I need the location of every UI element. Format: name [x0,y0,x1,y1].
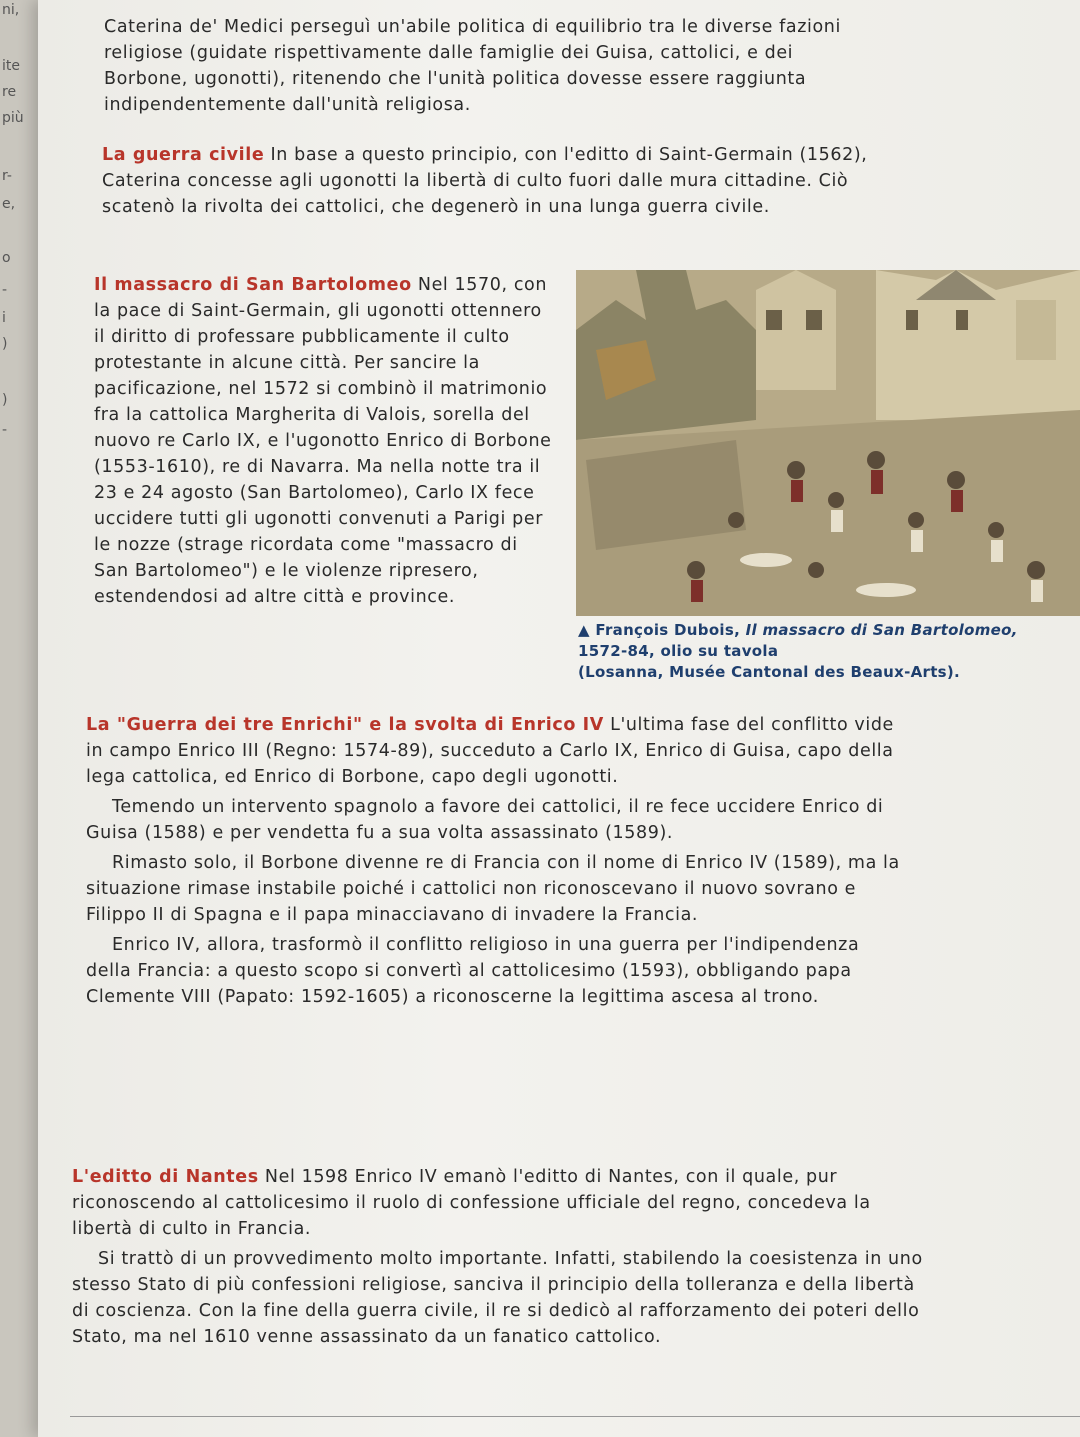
intro-paragraph [104,14,874,118]
margin-note: i [2,310,6,326]
margin-note: e, [2,196,16,212]
margin-note: - [2,282,8,298]
section-paragraph: Rimasto solo, il Borbone divenne re di Francia con il nome di Enrico IV (1589), ma la situazione rimase instabile poiché i cattolici non riconoscevano il nuovo sovrano e Filippo II di Spagna e il papa minacciavano di invadere la Francia. [86,853,900,925]
margin-note: ni, [2,2,20,18]
section-paragraph: Temendo un intervento spagnolo a favore dei cattolici, il re fece uccidere Enrico di Guisa (1588) e per vendetta fu a sua volta assassinato (1589). [86,797,884,843]
section-guerra-civile [102,142,874,220]
caption-title: Il massacro di San Bartolomeo, [745,621,1018,639]
caption-author: François Dubois, [595,621,741,639]
margin-note: r- [2,168,12,184]
bottom-divider [70,1416,1080,1417]
section-heading: La guerra civile [102,145,265,165]
margin-note: ) [2,336,8,352]
section-heading: La "Guerra dei tre Enrichi" e la svolta di Enrico IV [86,715,604,735]
intro-text: Caterina de' Medici perseguì un'abile politica di equilibrio tra le diverse fazioni religiose (guidate rispettivamente dalle famiglie dei Guisa, cattolici, e dei Borbone, ugonotti), ritenendo che l'unità politica dovesse essere raggiunta indipendentemente dall'unità religiosa. [104,17,841,115]
margin-note: - [2,422,8,438]
section-editto-nantes [72,1164,932,1350]
section-text: Nel 1570, con la pace di Saint-Germain, gli ugonotti ottennero il diritto di professare pubblicamente il culto protestante in alcune città. Per sancire la pacificazione, nel 1572 si combinò il matrimonio fra la cattolica Margherita di Valois, sorella del nuovo re Carlo IX, e l'ugonotto Enrico di Borbone (1553-1610), re di Navarra. Ma nella notte tra il 23 e 24 agosto (San Bartolomeo), Carlo IX fece uccidere tutti gli ugonotti convenuti a Parigi per le nozze (strage ricordata come "massacro di San Bartolomeo") e le violenze ripresero, estendendosi ad altre città e province. [94,275,552,607]
section-san-bartolomeo [94,272,556,610]
margin-note: ) [2,392,8,408]
margin-note: o [2,250,11,266]
section-text: Nel 1598 Enrico IV emanò l'editto di Nantes, con il quale, pur riconoscendo al cattolicesimo il ruolo di confessione ufficiale del regno, concedeva la libertà di culto in Francia. [72,1167,871,1239]
section-heading: L'editto di Nantes [72,1167,259,1187]
section-text: L'ultima fase del conflitto vide in campo Enrico III (Regno: 1574-89), succeduto a Carlo IX, Enrico di Guisa, capo della lega cattolica, ed Enrico di Borbone, capo degli ugonotti. [86,715,894,787]
painting-massacre-illustration [576,270,1080,616]
margin-note: ite [2,58,20,74]
margin-note: re [2,84,17,100]
painting-caption [578,620,1038,683]
section-tre-enrichi [86,712,908,1010]
section-text: In base a questo principio, con l'editto di Saint-Germain (1562), Caterina concesse agli ugonotti la libertà di culto fuori dalle mura cittadine. Ciò scatenò la rivolta dei cattolici, che degenerò in una lunga guerra civile. [102,145,868,217]
painting-image [576,270,1080,616]
section-heading: Il massacro di San Bartolomeo [94,275,412,295]
section-paragraph: Enrico IV, allora, trasformò il conflitto religioso in una guerra per l'indipendenza della Francia: a questo scopo si convertì al cattolicesimo (1593), obbligando papa Clemente VIII (Papato: 1592-1605) a riconoscerne la legittima ascesa al trono. [86,935,860,1007]
section-paragraph: Si trattò di un provvedimento molto importante. Infatti, stabilendo la coesistenza in uno stesso Stato di più confessioni religiose, sanciva il principio della tolleranza e della libertà di coscienza. Con la fine della guerra civile, il re si dedicò al rafforzamento dei poteri dello Stato, ma nel 1610 venne assassinato da un fanatico cattolico. [72,1249,923,1347]
caption-details: 1572-84, olio su tavola [578,642,779,660]
triangle-icon: ▲ [578,621,590,639]
caption-location: (Losanna, Musée Cantonal des Beaux-Arts). [578,663,961,681]
left-margin-notes [0,0,38,1437]
margin-note: più [2,110,24,126]
